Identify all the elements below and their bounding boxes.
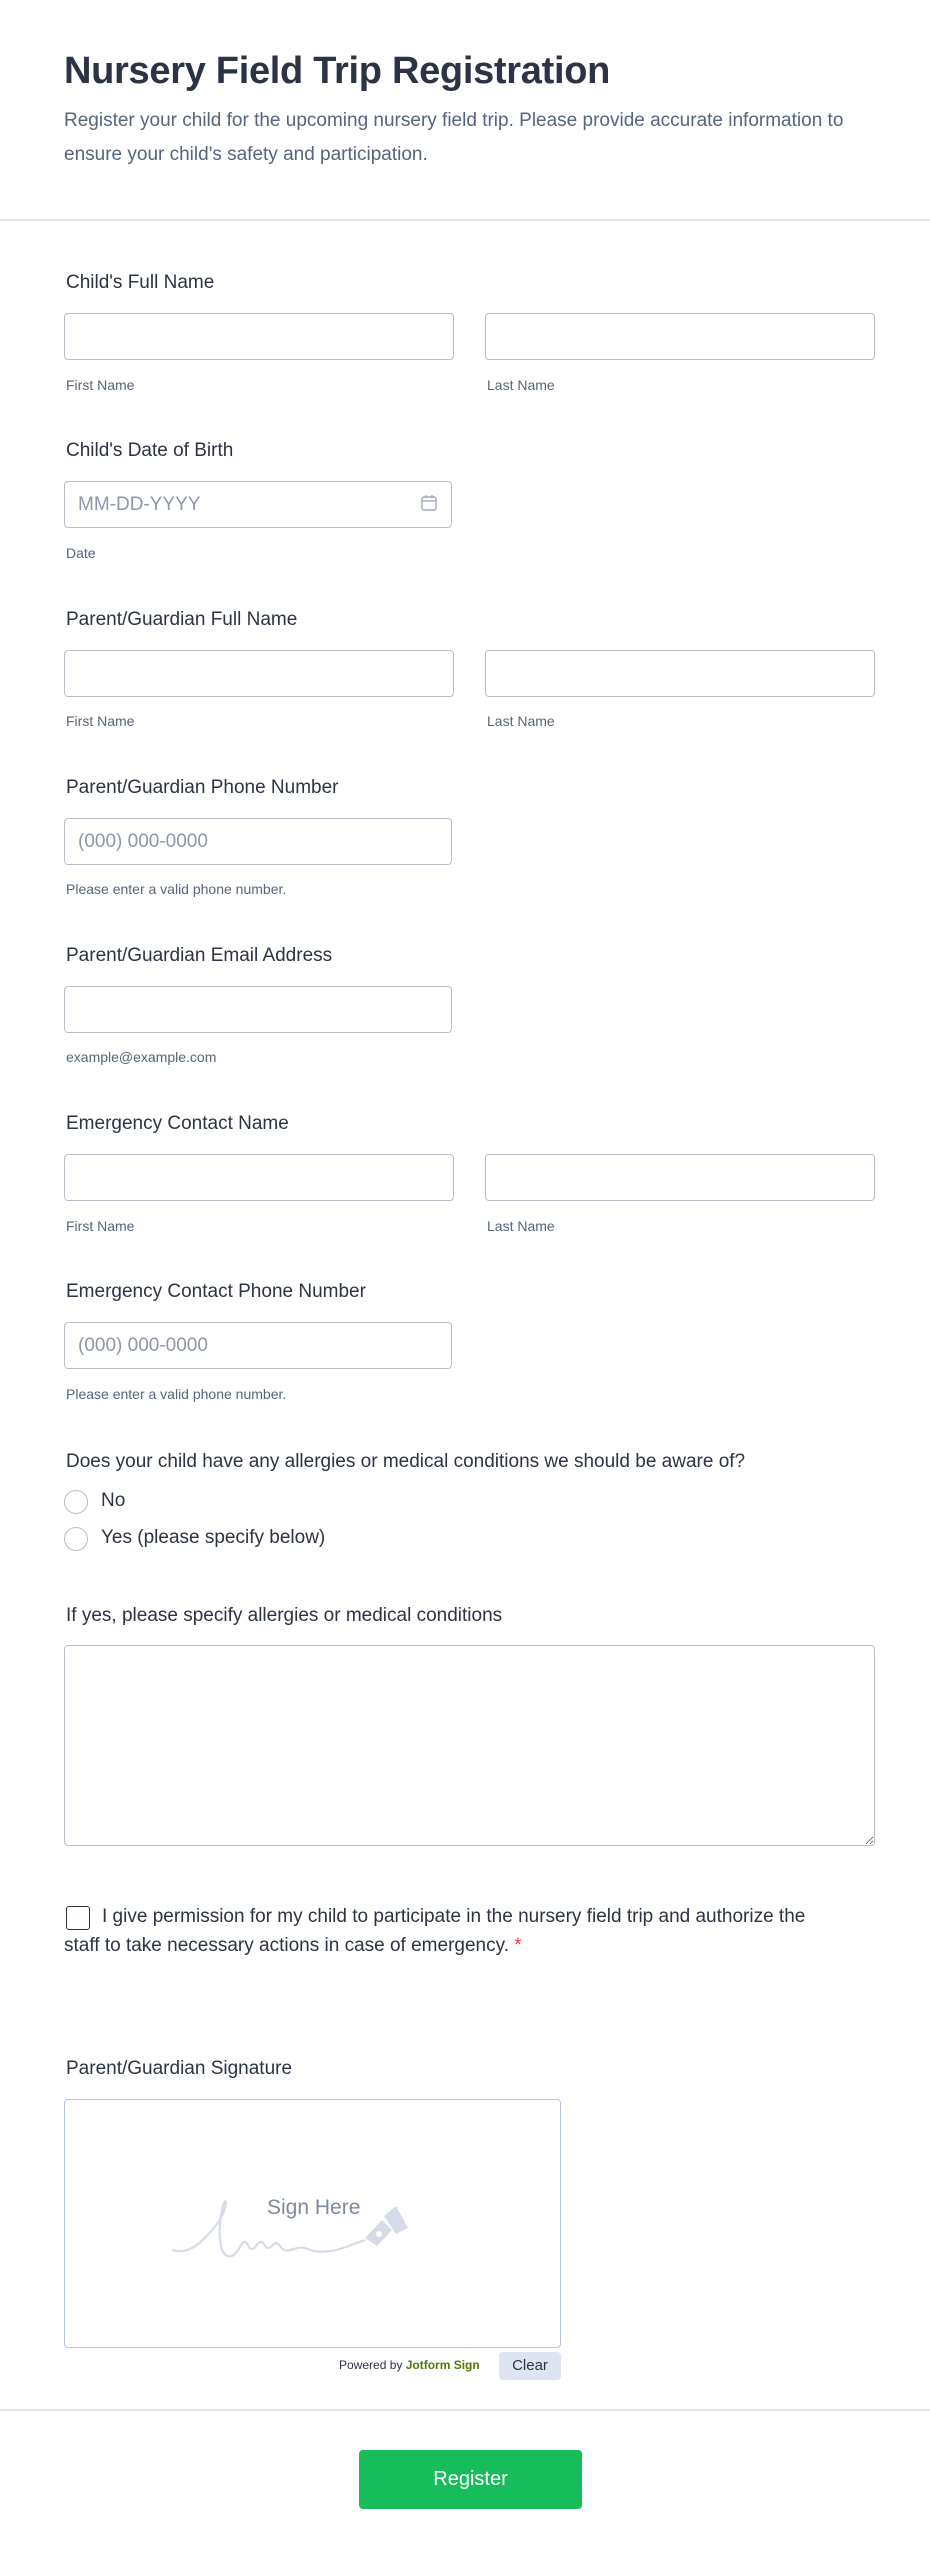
page-title: Nursery Field Trip Registration	[64, 50, 611, 92]
powered-by-label: Powered by	[339, 2358, 403, 2372]
date-field	[64, 481, 452, 529]
signature-label: Parent/Guardian Signature	[66, 2058, 293, 2079]
allergies-question-label: Does your child have any allergies or medical conditions we should be aware of?	[66, 1451, 746, 1472]
emergency-last-name-input[interactable]	[485, 1154, 875, 1201]
radio-no-label[interactable]: No	[101, 1490, 126, 1511]
child-dob-input[interactable]	[64, 481, 452, 528]
child-last-name-input[interactable]	[485, 313, 875, 360]
parent-phone-sublabel: Please enter a valid phone number.	[66, 881, 287, 897]
parent-name-label: Parent/Guardian Full Name	[66, 609, 298, 630]
signature-pen-icon	[170, 2190, 450, 2270]
calendar-icon[interactable]	[420, 494, 438, 512]
parent-last-name-sublabel: Last Name	[487, 713, 555, 729]
signature-pad[interactable]	[64, 2099, 561, 2348]
emergency-last-name-sublabel: Last Name	[487, 1218, 555, 1234]
child-dob-label: Child's Date of Birth	[66, 440, 234, 461]
allergy-details-label: If yes, please specify allergies or medical conditions	[66, 1605, 503, 1626]
required-asterisk: *	[514, 1935, 522, 1956]
emergency-first-name-input[interactable]	[64, 1154, 454, 1201]
permission-label: I give permission for my child to participate in the nursery field trip and authorize the staff to take necessary actions in case of emergency.	[64, 1906, 806, 1956]
header-divider	[0, 219, 930, 221]
radio-no[interactable]	[64, 1490, 88, 1514]
permission-text	[64, 1902, 824, 1960]
parent-phone-input[interactable]	[64, 818, 452, 865]
parent-first-name-input[interactable]	[64, 650, 454, 697]
signature-placeholder: Sign Here	[267, 2196, 361, 2219]
footer-divider	[0, 2409, 930, 2411]
emergency-phone-label: Emergency Contact Phone Number	[66, 1281, 366, 1302]
page-description: Register your child for the upcoming nursery field trip. Please provide accurate information to ensure your child's safety and participation.	[64, 110, 844, 165]
allergy-details-textarea[interactable]	[64, 1645, 875, 1846]
parent-email-sublabel: example@example.com	[66, 1049, 217, 1065]
child-name-label: Child's Full Name	[66, 272, 215, 293]
child-last-name-sublabel: Last Name	[487, 377, 555, 393]
parent-email-label: Parent/Guardian Email Address	[66, 945, 333, 966]
parent-first-name-sublabel: First Name	[66, 713, 135, 729]
register-button[interactable]: Register	[359, 2450, 582, 2509]
clear-signature-button[interactable]: Clear	[499, 2352, 561, 2380]
parent-last-name-input[interactable]	[485, 650, 875, 697]
parent-phone-label: Parent/Guardian Phone Number	[66, 777, 339, 798]
radio-yes[interactable]	[64, 1527, 88, 1551]
parent-email-input[interactable]	[64, 986, 452, 1033]
radio-yes-label[interactable]: Yes (please specify below)	[101, 1527, 326, 1548]
emergency-name-label: Emergency Contact Name	[66, 1113, 289, 1134]
child-dob-sublabel: Date	[66, 545, 96, 561]
jotform-sign-brand: Jotform Sign	[405, 2358, 480, 2372]
child-first-name-input[interactable]	[64, 313, 454, 360]
powered-by-text	[339, 2358, 480, 2372]
emergency-phone-sublabel: Please enter a valid phone number.	[66, 1386, 287, 1402]
emergency-first-name-sublabel: First Name	[66, 1218, 135, 1234]
child-first-name-sublabel: First Name	[66, 377, 135, 393]
emergency-phone-input[interactable]	[64, 1322, 452, 1369]
